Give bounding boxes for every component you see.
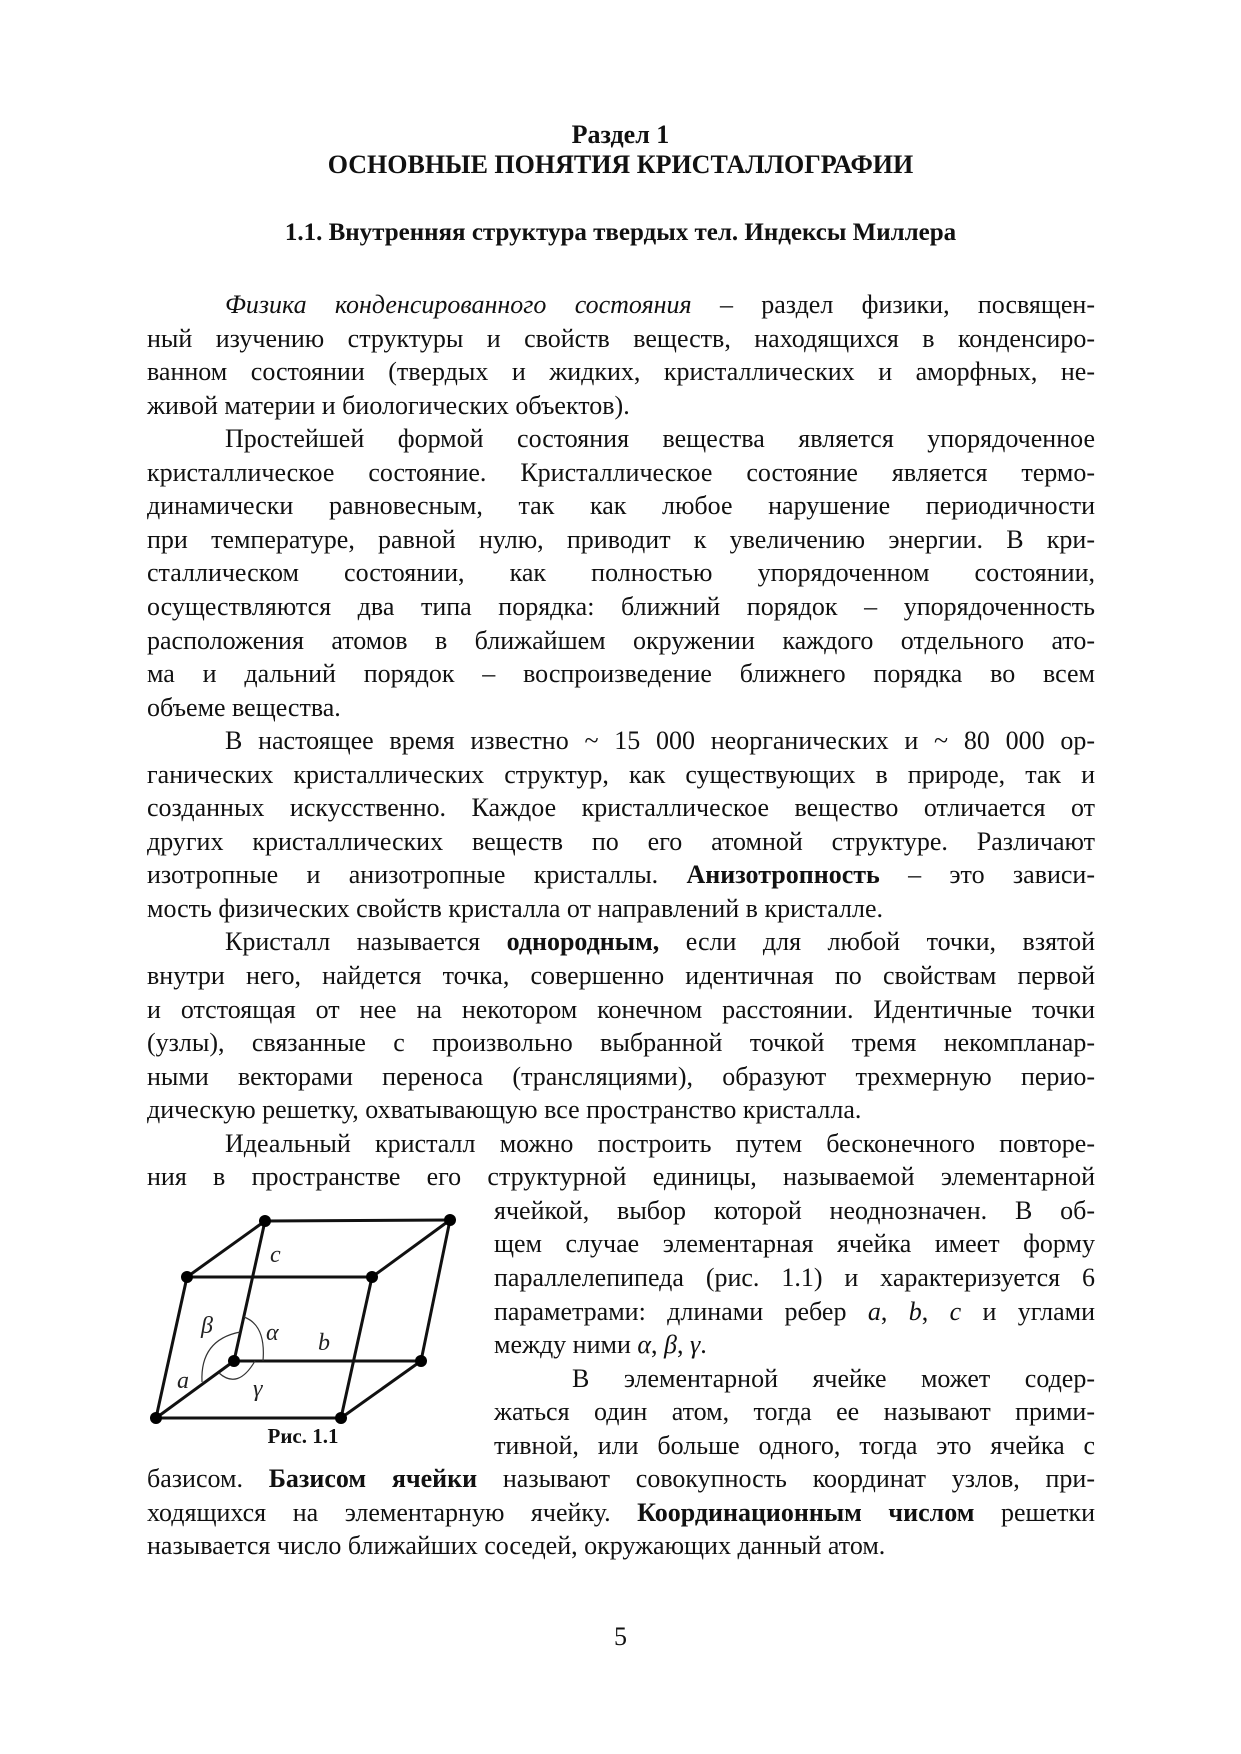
text-run: сталлическом состоянии, как полностью упорядоченном состоянии, (147, 558, 1095, 588)
text-run: изотропные и анизотропные кристаллы. (147, 860, 687, 890)
text-run: и углами (961, 1296, 1096, 1326)
label-b: b (318, 1330, 330, 1356)
text-run: ма и дальний порядок – воспроизведение ближнего порядка во всем (147, 659, 1095, 689)
text-run: живой материи и биологических объектов). (147, 390, 630, 420)
edge (156, 1277, 187, 1418)
text-run: жаться один атом, тогда ее называют прими- (494, 1397, 1095, 1427)
text-run: осуществляются два типа порядка: ближний порядок – упорядоченность (147, 591, 1095, 621)
lattice-nodes (150, 1214, 456, 1424)
text-run: параметрами: длинами ребер (494, 1296, 868, 1326)
text-run: дическую решетку, охватывающую все пространство кристалла. (147, 1095, 862, 1125)
page-number: 5 (614, 1622, 627, 1651)
edge (341, 1277, 372, 1418)
text-run: решетки (974, 1497, 1095, 1527)
text-run: базисом. (147, 1464, 269, 1494)
label-a: a (177, 1368, 189, 1394)
text-run: щем случае элементарная ячейка имеет форму (494, 1229, 1095, 1259)
text-run: – раздел физики, посвящен- (691, 290, 1096, 319)
text-run: , (880, 1296, 909, 1326)
section-title: ОСНОВНЫЕ ПОНЯТИЯ КРИСТАЛЛОГРАФИИ (327, 150, 914, 179)
text-run: созданных искусственно. Каждое кристаллическое вещество отличается от (147, 793, 1095, 823)
text-run: (узлы), связанные с произвольно выбранной точкой тремя некомпланар- (147, 1028, 1095, 1058)
text-run: при температуре, равной нулю, приводит к увеличению энергии. В кри- (147, 524, 1095, 554)
text-run: расположения атомов в ближайшем окружении каждого отдельного ато- (147, 625, 1095, 655)
figure-caption: Рис. 1.1 (267, 1424, 339, 1448)
text-run: внутри него, найдется точка, совершенно идентичная по свойствам первой (147, 961, 1095, 990)
text-run: В настоящее время известно ~ 15 000 неорганических и ~ 80 000 ор- (225, 726, 1095, 756)
text-run: ния в пространстве его структурной единицы, называемой элементарной (147, 1162, 1095, 1192)
bold-term: Координационным числом (637, 1497, 975, 1527)
text-run: тивной, или больше одного, тогда это ячейка с (494, 1430, 1095, 1460)
text-run: параллелепипеда (рис. 1.1) и характеризуется 6 (494, 1262, 1095, 1292)
text-run: Простейшей формой состояния вещества является упорядоченное (225, 424, 1095, 454)
text-run: ходящихся на элементарную ячейку. (147, 1497, 638, 1527)
italic-text: Физика конденсированного состояния (225, 290, 692, 319)
text-run: объеме вещества. (147, 692, 341, 722)
bold-term: Базисом ячейки (268, 1464, 478, 1494)
text-run: других кристаллических веществ по его атомной структуре. Различают (147, 826, 1095, 856)
section-label: Раздел 1 (571, 120, 670, 149)
italic-text: β (664, 1330, 677, 1360)
label-c: c (270, 1242, 281, 1268)
text-run: ганических кристаллических структур, как существующих в природе, так и (147, 759, 1095, 789)
text-run: Идеальный кристалл можно построить путем бесконечного повторе- (225, 1128, 1095, 1158)
label-beta: β (201, 1313, 213, 1339)
label-alpha: α (266, 1320, 279, 1346)
text-run: , (651, 1330, 665, 1360)
text-run: ный изучению структуры и свойств веществ, находящихся в конденсиро- (147, 323, 1095, 353)
text-run: если для любой точки, взятой (659, 927, 1095, 957)
italic-text: b (908, 1296, 922, 1326)
bold-term: однородным, (506, 927, 660, 957)
text-run: ными векторами переноса (трансляциями), образуют трехмерную перио- (147, 1061, 1095, 1091)
edge-c (234, 1221, 265, 1361)
edge (265, 1220, 450, 1221)
text-run: , (677, 1330, 690, 1360)
text-run: ячейкой, выбор которой неоднозначен. В об- (494, 1195, 1095, 1225)
text-run: Кристалл называется (225, 927, 507, 957)
text-run: называется число ближайших соседей, окружающих данный атом. (147, 1531, 886, 1561)
text-run: называют совокупность координат узлов, при- (477, 1464, 1096, 1494)
text-run: , (921, 1296, 950, 1326)
text-run: динамически равновесным, так как любое нарушение периодичности (147, 491, 1095, 521)
edge (372, 1220, 450, 1277)
alpha-arc (244, 1317, 263, 1361)
text-run: – это зависи- (879, 860, 1096, 890)
text-run: кристаллическое состояние. Кристаллическое состояние является термо- (147, 457, 1095, 487)
italic-text: c (949, 1296, 962, 1326)
italic-text: α (637, 1330, 652, 1360)
text-run: В элементарной ячейке может содер- (572, 1363, 1095, 1393)
subsection-heading: 1.1. Внутренняя структура твердых тел. Индексы Миллера (284, 219, 957, 246)
label-gamma: γ (253, 1376, 263, 1402)
italic-text: γ (690, 1330, 701, 1360)
text-run: между ними (494, 1330, 638, 1360)
text-run: ванном состоянии (твердых и жидких, кристаллических и аморфных, не- (147, 357, 1095, 387)
bold-term: Анизотропность (686, 860, 880, 890)
edge (421, 1220, 450, 1361)
italic-text: a (867, 1296, 881, 1326)
text-run: . (700, 1330, 707, 1360)
text-run: мость физических свойств кристалла от направлений в кристалле. (147, 893, 883, 923)
text-run: и отстоящая от нее на некотором конечном расстоянии. Идентичные точки (147, 994, 1095, 1024)
